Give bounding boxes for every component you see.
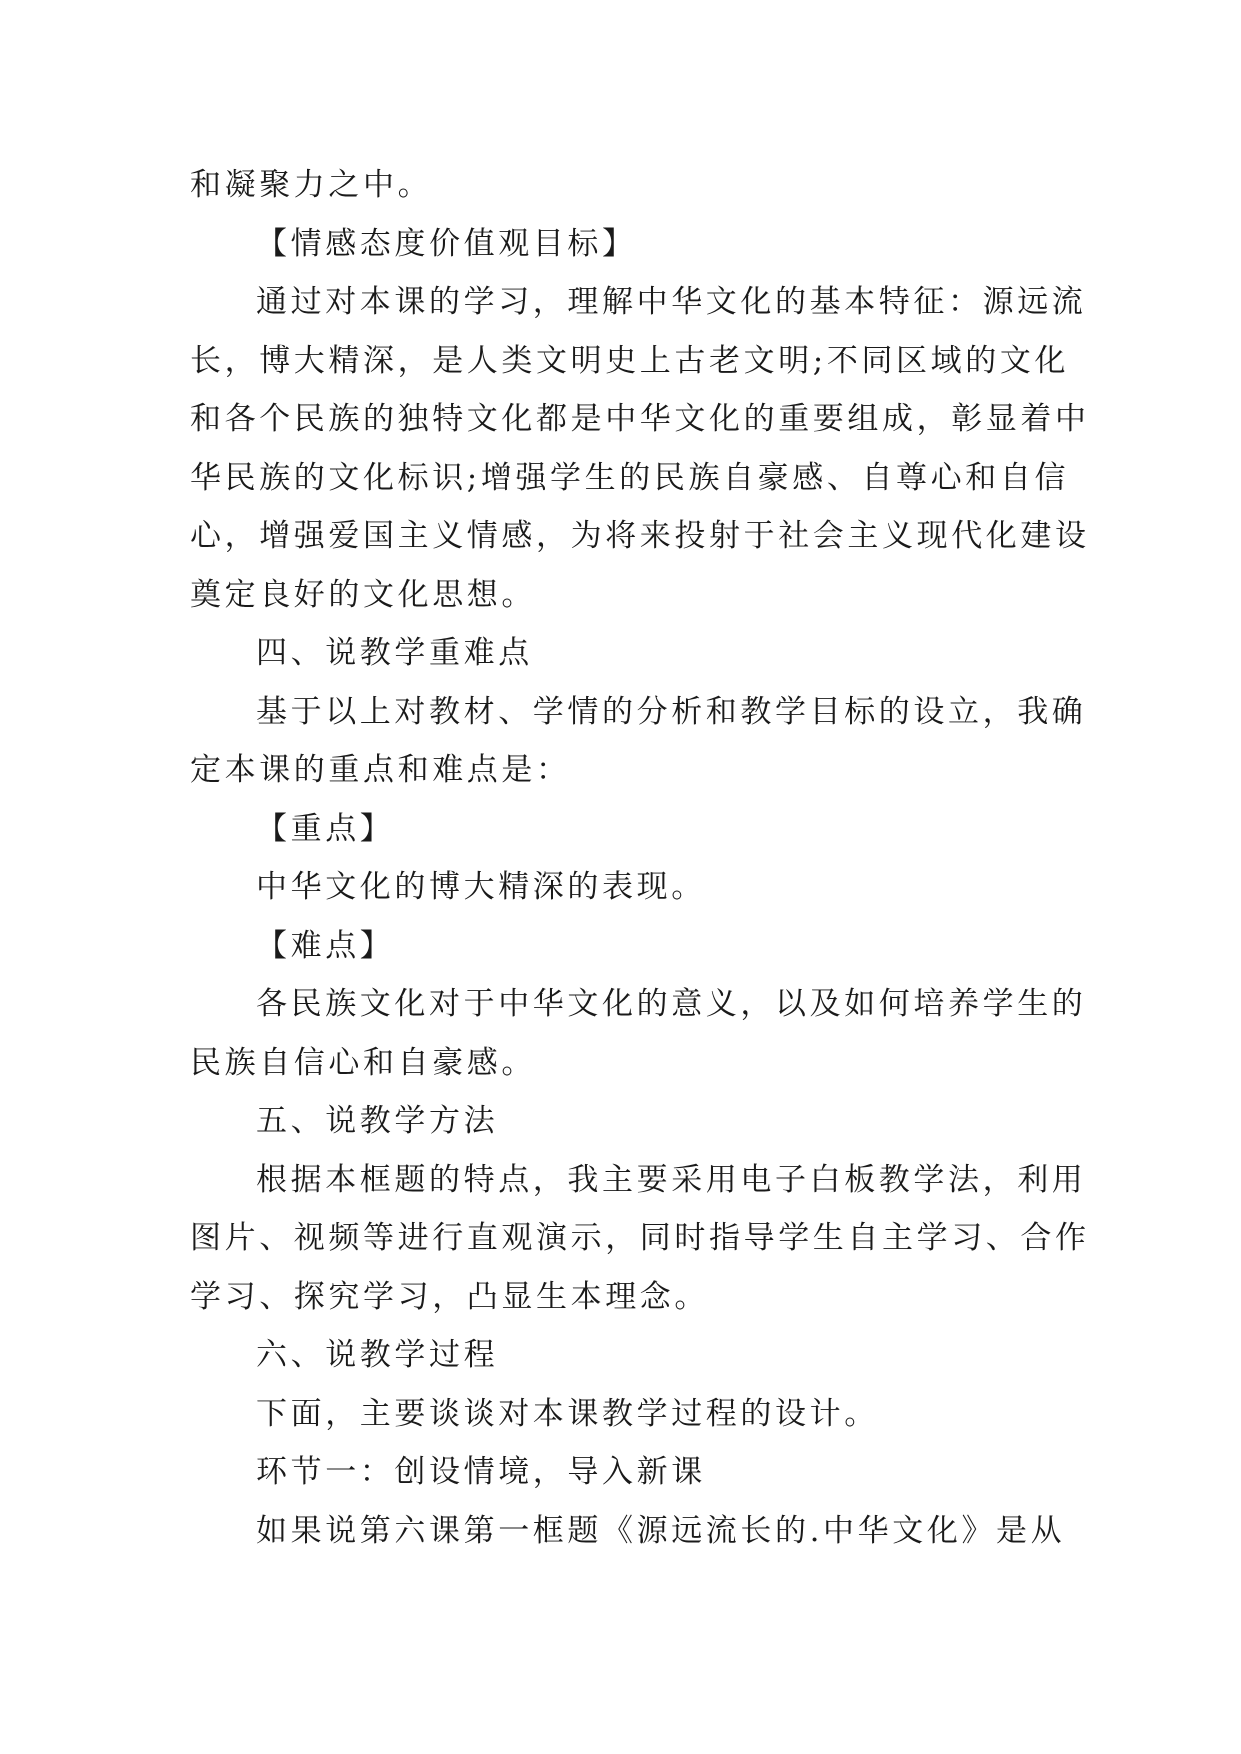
text-line: 中华文化的博大精深的表现。 — [256, 869, 706, 905]
section-heading: 六、说教学过程 — [256, 1337, 499, 1373]
text-line: 根据本框题的特点，我主要采用电子白板教学法，利用 — [256, 1161, 1087, 1198]
section-heading: 四、说教学重难点 — [256, 635, 533, 671]
text-line: 和各个民族的独特文化都是中华文化的重要组成，彰显着中 — [190, 401, 1090, 437]
section-heading: 环节一：创设情境，导入新课 — [256, 1454, 706, 1490]
text-line: 和凝聚力之中。 — [190, 167, 433, 203]
text-line: 下面，主要谈谈对本课教学过程的设计。 — [256, 1395, 879, 1432]
document-page — [190, 156, 1090, 1560]
text-line: 基于以上对教材、学情的分析和教学目标的设立，我确 — [256, 693, 1087, 730]
text-line: 图片、视频等进行直观演示，同时指导学生自主学习、合作 — [190, 1220, 1090, 1256]
text-line: 长，博大精深，是人类文明史上古老文明;不同区域的文化 — [190, 342, 1070, 379]
text-line: 民族自信心和自豪感。 — [190, 1044, 536, 1081]
section-heading: 五、说教学方法 — [256, 1103, 499, 1139]
text-line: 心，增强爱国主义情感，为将来投射于社会主义现代化建设 — [190, 518, 1090, 554]
section-heading: 【情感态度价值观目标】 — [256, 225, 637, 262]
text-line: 华民族的文化标识;增强学生的民族自豪感、自尊心和自信 — [190, 459, 1070, 496]
text-line: 各民族文化对于中华文化的意义，以及如何培养学生的 — [256, 986, 1087, 1022]
text-line: 学习、探究学习，凸显生本理念。 — [190, 1278, 709, 1315]
text-line: 定本课的重点和难点是： — [190, 752, 571, 788]
section-heading: 【重点】 — [256, 810, 395, 847]
text-line: 如果说第六课第一框题《源远流长的.中华文化》是从 — [256, 1512, 1066, 1549]
text-line: 奠定良好的文化思想。 — [190, 576, 536, 613]
section-heading: 【难点】 — [256, 927, 395, 964]
text-line: 通过对本课的学习，理解中华文化的基本特征：源远流 — [256, 284, 1087, 320]
